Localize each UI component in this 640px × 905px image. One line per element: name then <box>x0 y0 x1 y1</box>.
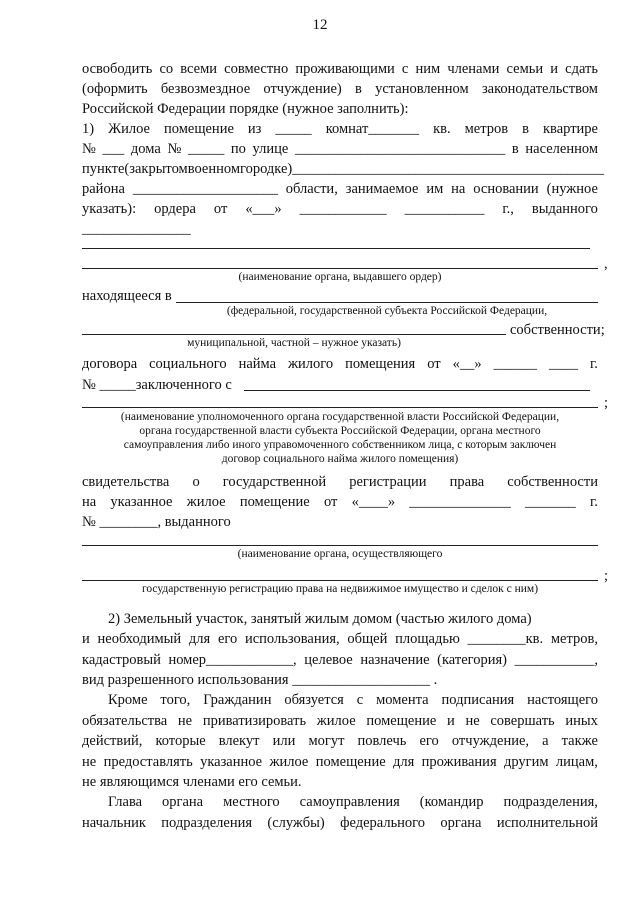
word: ним <box>415 61 441 77</box>
word: Гражданин <box>203 692 272 708</box>
word: его <box>419 733 439 749</box>
certificate-line-2 <box>82 492 598 512</box>
word: от <box>323 494 338 510</box>
contract-caption-1: (наименование уполномоченного органа государственной власти Российской Федерации, <box>120 411 560 423</box>
word: дома <box>130 141 161 157</box>
word: его <box>217 631 238 647</box>
word: государственной <box>222 474 327 490</box>
obligation-line-4 <box>82 752 598 772</box>
ownership-word: собственности; <box>510 322 605 338</box>
word: по <box>230 141 246 157</box>
word: Жилое <box>108 121 150 137</box>
ownership-caption: (федеральной, государственной субъекта Российской Федерации, <box>226 305 548 317</box>
word: жилое <box>186 494 226 510</box>
word: проживания <box>421 754 497 770</box>
word: «__» <box>452 356 482 372</box>
word: со <box>159 61 174 77</box>
contract-caption-4: договор социального найма жилого помещения) <box>221 453 459 465</box>
certificate-semicolon: ; <box>604 568 609 584</box>
contract-semicolon: ; <box>604 395 609 411</box>
word: начальник <box>82 815 146 831</box>
word: повлечь <box>357 733 407 749</box>
word: для <box>188 631 211 647</box>
word: всеми <box>180 61 218 77</box>
word: области, <box>285 181 338 197</box>
word: помещение <box>366 713 437 729</box>
word: иных <box>565 713 598 729</box>
word: договора <box>82 356 138 372</box>
word: (оформить <box>82 81 148 97</box>
word: приватизировать <box>202 713 307 729</box>
word: (командир <box>419 794 484 810</box>
item2-line-1: 2) Земельный участок, занятый жилым домом (частью жилого дома) <box>108 611 532 627</box>
word: предоставлять <box>103 754 193 770</box>
obligation-line-2 <box>82 711 598 731</box>
located-in-label: находящееся в <box>82 288 172 304</box>
word: на <box>82 494 97 510</box>
word: _____________________________ <box>294 141 506 157</box>
obligation-line-3 <box>82 731 598 751</box>
word: или <box>272 733 296 749</box>
word: Глава <box>108 794 143 810</box>
word: свидетельства <box>82 474 170 490</box>
word: использования, <box>244 631 340 647</box>
word: ___________, <box>514 652 598 668</box>
word: и <box>550 61 559 77</box>
word: метров <box>464 121 509 137</box>
word: ___________ <box>404 201 485 217</box>
word: улице <box>252 141 289 157</box>
word: выданного <box>531 201 598 217</box>
blank-line <box>82 545 598 546</box>
certificate-caption-2: государственную регистрацию права на недвижимое имущество и сделок с ним) <box>141 583 539 595</box>
word: ____________________ <box>132 181 278 197</box>
word: комнат_______ <box>325 121 420 137</box>
word: ________кв. <box>467 631 544 647</box>
word: социального <box>149 356 227 372</box>
word: найма <box>238 356 277 372</box>
contract-caption-2: органа государственной власти субъекта Российской Федерации, органа местного <box>139 425 541 437</box>
word: с <box>401 61 409 77</box>
blank-line <box>244 390 590 391</box>
item2-line-3 <box>82 650 598 670</box>
word: им <box>426 181 444 197</box>
word: (нужное <box>546 181 598 197</box>
word: лицам, <box>555 754 598 770</box>
word: (службы) <box>267 815 325 831</box>
item1-line-3 <box>82 159 605 179</box>
word: законодательством <box>481 81 598 97</box>
word: регистрации <box>349 474 427 490</box>
word: _____ <box>187 141 225 157</box>
certificate-caption-1: (наименование органа, осуществляющего <box>237 548 443 560</box>
word: района <box>82 181 125 197</box>
word: момента <box>376 692 429 708</box>
word: не <box>177 713 193 729</box>
word: назначение <box>360 652 430 668</box>
word: настоящего <box>527 692 598 708</box>
word: помещение <box>315 754 386 770</box>
word: влекут <box>218 733 260 749</box>
word: жилое <box>269 754 309 770</box>
word: совершать <box>490 713 555 729</box>
item2-line-2 <box>82 629 598 649</box>
word: помещение <box>239 494 310 510</box>
word: от <box>427 356 441 372</box>
word: и <box>446 713 455 729</box>
intro-line-3: Российской Федерации порядке (нужное заполнить): <box>82 101 409 117</box>
word: ____________ <box>299 201 387 217</box>
word: другим <box>503 754 549 770</box>
word: совместно <box>224 61 289 77</box>
word: не <box>465 713 480 729</box>
word: ____ <box>549 356 578 372</box>
intro-line-2 <box>82 79 598 99</box>
word: целевое <box>304 652 353 668</box>
word: права <box>449 474 485 490</box>
word: проживающими <box>295 61 395 77</box>
issuer-comma: , <box>604 256 608 272</box>
word: в <box>522 121 529 137</box>
word: не <box>82 754 97 770</box>
word: органа <box>162 794 204 810</box>
word: освободить <box>82 61 153 77</box>
certificate-line-3: № ________, выданного <box>82 514 231 530</box>
word: в <box>511 141 519 157</box>
word: подразделения <box>161 815 253 831</box>
word: могут <box>308 733 345 749</box>
blank-line <box>82 407 598 408</box>
head-line-1 <box>108 792 598 812</box>
word: безвозмездное <box>160 81 251 97</box>
word: военном <box>187 161 241 177</box>
certificate-line-1 <box>82 472 598 492</box>
word: ______ <box>493 356 538 372</box>
word: (закрытом <box>124 161 188 177</box>
blank-line <box>82 248 590 249</box>
contract-line-2: № _____заключенного с <box>82 377 232 393</box>
word: установленном <box>375 81 469 97</box>
head-line-2 <box>82 813 598 833</box>
blank-line <box>82 334 506 335</box>
word: исполнительной <box>496 815 598 831</box>
ownership-caption-2: муниципальной, частной – нужное указать) <box>187 337 401 349</box>
word: обязуется <box>284 692 344 708</box>
word: необходимый <box>97 631 182 647</box>
word: для <box>393 754 415 770</box>
word: пункте <box>82 161 125 177</box>
word: ___ <box>102 141 125 157</box>
word: членами <box>447 61 500 77</box>
item1-line-6: _______________ <box>82 221 191 237</box>
word: городке)___________________________________________ <box>240 161 605 177</box>
word: указанное <box>200 754 263 770</box>
item1-line-5 <box>82 199 598 219</box>
item1-line-2 <box>82 139 598 159</box>
word: указать): <box>82 201 137 217</box>
word: с <box>356 692 364 708</box>
word: отчуждение, <box>451 733 530 749</box>
word: основании <box>473 181 539 197</box>
item1-line-1 <box>82 119 598 139</box>
word: номер____________, <box>168 652 297 668</box>
item1-line-4 <box>82 179 598 199</box>
word: общей <box>347 631 388 647</box>
word: г. <box>589 356 598 372</box>
word: № <box>82 141 96 157</box>
word: подписания <box>441 692 515 708</box>
word: ______________ <box>409 494 511 510</box>
word: г., <box>502 201 514 217</box>
word: населенном <box>525 141 598 157</box>
word: а <box>542 733 549 749</box>
word: на <box>451 181 466 197</box>
word: семьи <box>506 61 544 77</box>
word: 1) <box>82 121 95 137</box>
word: отчуждение) <box>263 81 342 97</box>
word: собственности <box>507 474 598 490</box>
word: о <box>192 474 200 490</box>
word: г. <box>589 494 598 510</box>
item2-line-4: вид разрешенного использования ___________________ . <box>82 672 438 688</box>
word: указанное <box>110 494 173 510</box>
word: того, <box>160 692 191 708</box>
word: «____» <box>351 494 396 510</box>
word: «___» <box>245 201 282 217</box>
word: самоуправления <box>299 794 400 810</box>
word: действий, <box>82 733 143 749</box>
word: метров, <box>550 631 598 647</box>
word: которые <box>155 733 206 749</box>
obligation-line-5: не являющимся членами его семьи. <box>82 774 302 790</box>
contract-line-1 <box>82 354 598 374</box>
word: сдать <box>565 61 598 77</box>
word: подразделения, <box>503 794 598 810</box>
word: _____ <box>275 121 312 137</box>
word: в <box>354 81 362 97</box>
word: органа <box>440 815 482 831</box>
word: площадью <box>395 631 460 647</box>
contract-caption-3: самоуправления либо иного управомоченного собственником лица, с которым заключен <box>123 439 557 451</box>
intro-line-1 <box>82 59 598 79</box>
word: квартире <box>543 121 598 137</box>
word: (категория) <box>437 652 507 668</box>
word: № <box>167 141 182 157</box>
word: обязательства <box>82 713 168 729</box>
word: федерального <box>340 815 426 831</box>
word: жилого <box>288 356 334 372</box>
word: и <box>82 631 90 647</box>
word: жилое <box>316 713 356 729</box>
word: кадастровый <box>82 652 161 668</box>
word: занимаемое <box>345 181 419 197</box>
word: кв. <box>433 121 451 137</box>
page-number: 12 <box>312 17 328 33</box>
issuer-caption: (наименование органа, выдавшего ордер) <box>238 271 442 283</box>
word: также <box>561 733 598 749</box>
blank-line <box>176 302 598 303</box>
word: из <box>247 121 262 137</box>
word: ордера <box>154 201 196 217</box>
word: помещение <box>163 121 234 137</box>
word: _______ <box>525 494 576 510</box>
word: помещения <box>345 356 416 372</box>
blank-line <box>82 580 598 581</box>
blank-line <box>82 268 598 269</box>
word: Кроме <box>108 692 148 708</box>
word: от <box>213 201 228 217</box>
word: местного <box>223 794 280 810</box>
obligation-line-1 <box>108 690 598 710</box>
